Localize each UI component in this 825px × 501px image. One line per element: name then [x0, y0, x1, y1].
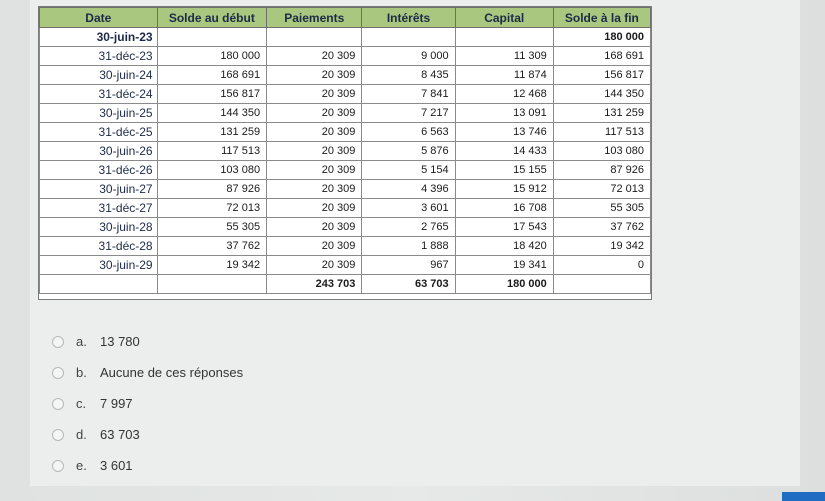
cell-interets: 1 888	[362, 237, 455, 256]
choice-e[interactable]	[52, 450, 243, 481]
cell-solde-debut: 55 305	[157, 218, 266, 237]
cell-solde-fin: 103 080	[553, 142, 650, 161]
table-row	[40, 66, 651, 85]
cell-date: 31-déc-25	[40, 123, 158, 142]
cell-solde-debut: 72 013	[157, 199, 266, 218]
choice-label[interactable]: Aucune de ces réponses	[100, 365, 244, 380]
cell-solde-fin	[553, 275, 650, 294]
cell-date: 31-déc-23	[40, 47, 158, 66]
cell-capital	[455, 28, 553, 47]
partial-button[interactable]	[782, 492, 825, 501]
cell-date: 30-juin-29	[40, 256, 158, 275]
cell-solde-fin: 19 342	[553, 237, 650, 256]
cell-capital: 11 309	[455, 47, 553, 66]
cell-capital: 14 433	[455, 142, 553, 161]
table-row	[40, 28, 651, 47]
radio-button-icon[interactable]	[52, 460, 64, 472]
cell-date: 30-juin-25	[40, 104, 158, 123]
cell-paiements: 20 309	[267, 104, 362, 123]
cell-paiements	[267, 28, 362, 47]
choice-d[interactable]	[52, 419, 243, 450]
table-row	[40, 218, 651, 237]
cell-interets: 3 601	[362, 199, 455, 218]
cell-solde-fin: 144 350	[553, 85, 650, 104]
table-row	[40, 104, 651, 123]
choice-label[interactable]: 13 780	[100, 334, 140, 349]
cell-paiements: 20 309	[267, 161, 362, 180]
total-paiements: 243 703	[267, 275, 362, 294]
radio-button-icon[interactable]	[52, 398, 64, 410]
header-interets: Intérêts	[362, 8, 455, 28]
total-interets: 63 703	[362, 275, 455, 294]
amortization-table	[39, 7, 651, 294]
cell-solde-debut: 131 259	[157, 123, 266, 142]
cell-interets	[362, 28, 455, 47]
cell-date: 30-juin-28	[40, 218, 158, 237]
cell-solde-fin: 0	[553, 256, 650, 275]
cell-solde-fin: 180 000	[553, 28, 650, 47]
choice-letter: c.	[76, 396, 87, 411]
cell-capital: 19 341	[455, 256, 553, 275]
table-row	[40, 123, 651, 142]
table-totals-row	[40, 275, 651, 294]
cell-interets: 7 841	[362, 85, 455, 104]
cell-paiements: 20 309	[267, 85, 362, 104]
cell-solde-debut: 103 080	[157, 161, 266, 180]
cell-paiements: 20 309	[267, 47, 362, 66]
cell-capital: 16 708	[455, 199, 553, 218]
table-row	[40, 180, 651, 199]
choice-letter: d.	[76, 427, 87, 442]
cell-capital: 17 543	[455, 218, 553, 237]
cell-paiements: 20 309	[267, 199, 362, 218]
table-row	[40, 256, 651, 275]
cell-interets: 5 876	[362, 142, 455, 161]
cell-solde-debut: 117 513	[157, 142, 266, 161]
choice-letter: e.	[76, 458, 87, 473]
table-header-row	[40, 8, 651, 28]
cell-capital: 13 746	[455, 123, 553, 142]
cell-solde-fin: 156 817	[553, 66, 650, 85]
cell-solde-fin: 168 691	[553, 47, 650, 66]
cell-solde-fin: 55 305	[553, 199, 650, 218]
cell-solde-debut	[157, 275, 266, 294]
choice-b[interactable]	[52, 357, 243, 388]
radio-button-icon[interactable]	[52, 429, 64, 441]
cell-solde-debut: 37 762	[157, 237, 266, 256]
cell-solde-debut: 144 350	[157, 104, 266, 123]
cell-date	[40, 275, 158, 294]
header-date: Date	[40, 8, 158, 28]
answer-choices	[52, 326, 243, 481]
cell-paiements: 20 309	[267, 123, 362, 142]
cell-paiements: 20 309	[267, 66, 362, 85]
cell-interets: 8 435	[362, 66, 455, 85]
choice-label[interactable]: 7 997	[100, 396, 133, 411]
cell-paiements: 20 309	[267, 142, 362, 161]
cell-solde-debut: 180 000	[157, 47, 266, 66]
header-paiements: Paiements	[267, 8, 362, 28]
choice-letter: a.	[76, 334, 87, 349]
cell-capital: 11 874	[455, 66, 553, 85]
cell-capital: 13 091	[455, 104, 553, 123]
total-capital: 180 000	[455, 275, 553, 294]
amortization-table-image	[38, 6, 652, 300]
cell-interets: 2 765	[362, 218, 455, 237]
cell-date: 31-déc-24	[40, 85, 158, 104]
cell-paiements: 20 309	[267, 218, 362, 237]
cell-date: 30-juin-24	[40, 66, 158, 85]
cell-date: 31-déc-28	[40, 237, 158, 256]
cell-solde-fin: 72 013	[553, 180, 650, 199]
cell-date: 30-juin-27	[40, 180, 158, 199]
cell-capital: 15 155	[455, 161, 553, 180]
cell-interets: 9 000	[362, 47, 455, 66]
cell-interets: 7 217	[362, 104, 455, 123]
choice-label[interactable]: 63 703	[100, 427, 140, 442]
radio-button-icon[interactable]	[52, 367, 64, 379]
cell-solde-fin: 87 926	[553, 161, 650, 180]
radio-button-icon[interactable]	[52, 336, 64, 348]
table-row	[40, 85, 651, 104]
table-row	[40, 161, 651, 180]
table-row	[40, 142, 651, 161]
cell-solde-debut	[157, 28, 266, 47]
table-row	[40, 199, 651, 218]
cell-capital: 12 468	[455, 85, 553, 104]
cell-date: 30-juin-23	[40, 28, 158, 47]
cell-paiements: 20 309	[267, 180, 362, 199]
header-solde-debut: Solde au début	[157, 8, 266, 28]
cell-interets: 6 563	[362, 123, 455, 142]
cell-interets: 5 154	[362, 161, 455, 180]
choice-a[interactable]	[52, 326, 243, 357]
cell-date: 31-déc-26	[40, 161, 158, 180]
header-solde-fin: Solde à la fin	[553, 8, 650, 28]
table-row	[40, 237, 651, 256]
cell-paiements: 20 309	[267, 237, 362, 256]
choice-label[interactable]: 3 601	[100, 458, 133, 473]
cell-solde-fin: 131 259	[553, 104, 650, 123]
table-row	[40, 47, 651, 66]
cell-interets: 4 396	[362, 180, 455, 199]
choice-c[interactable]	[52, 388, 243, 419]
cell-solde-fin: 37 762	[553, 218, 650, 237]
header-capital: Capital	[455, 8, 553, 28]
cell-solde-debut: 156 817	[157, 85, 266, 104]
cell-solde-fin: 117 513	[553, 123, 650, 142]
cell-solde-debut: 168 691	[157, 66, 266, 85]
cell-solde-debut: 19 342	[157, 256, 266, 275]
choice-letter: b.	[76, 365, 87, 380]
cell-capital: 18 420	[455, 237, 553, 256]
cell-capital: 15 912	[455, 180, 553, 199]
cell-solde-debut: 87 926	[157, 180, 266, 199]
cell-date: 31-déc-27	[40, 199, 158, 218]
cell-date: 30-juin-26	[40, 142, 158, 161]
cell-paiements: 20 309	[267, 256, 362, 275]
cell-interets: 967	[362, 256, 455, 275]
